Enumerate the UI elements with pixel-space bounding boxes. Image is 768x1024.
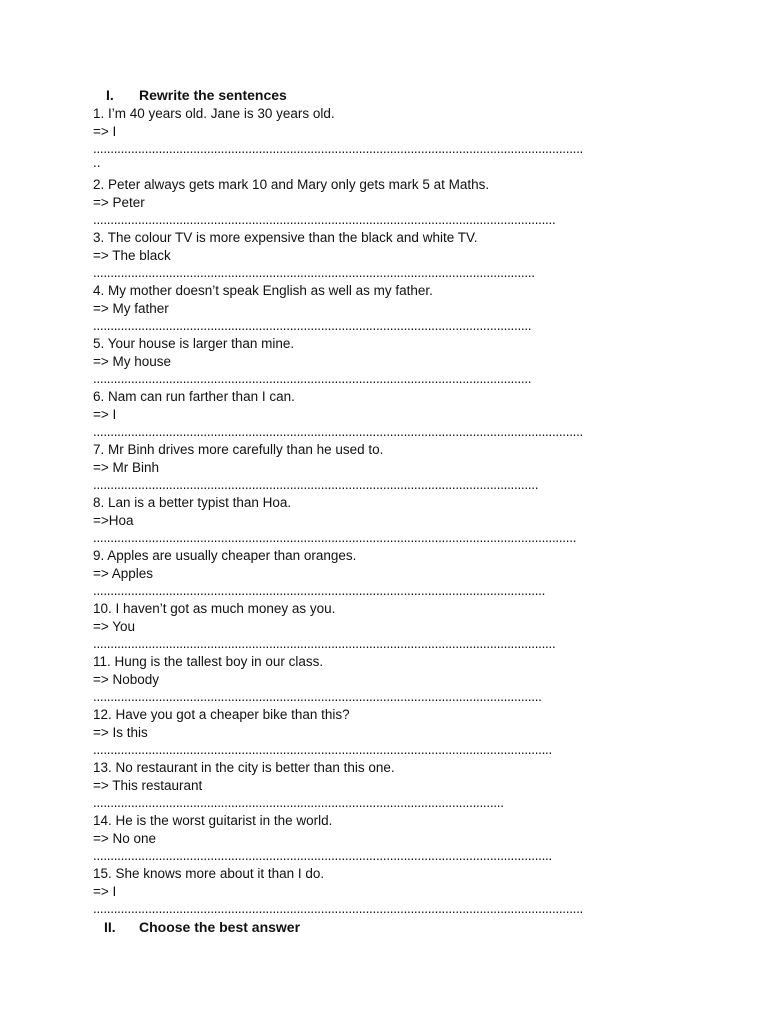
exercise-item-12 <box>93 706 683 759</box>
answer-prompt: => I <box>93 883 117 899</box>
answer-line[interactable]: ................................................................................................................................ <box>93 265 535 281</box>
question-text: 2. Peter always gets mark 10 and Mary only gets mark 5 at Maths. <box>93 177 490 192</box>
answer-prompt: => You <box>93 618 136 634</box>
exercise-item-6 <box>93 388 683 441</box>
question-text: 9. Apples are usually cheaper than oranges. <box>93 548 357 563</box>
answer-line[interactable]: ...................................................................................................................................... <box>93 212 556 228</box>
section-numeral: II. <box>104 919 116 935</box>
answer-prompt: => No one <box>93 830 157 846</box>
answer-prompt: => Is this <box>93 724 148 740</box>
question-text: 5. Your house is larger than mine. <box>93 336 295 351</box>
answer-line[interactable]: .............................................................................................................................................. <box>93 424 584 440</box>
answer-line[interactable]: .................................................................................................................................. <box>93 689 542 705</box>
answer-prompt: =>Hoa <box>93 512 134 528</box>
exercise-item-7 <box>93 441 683 494</box>
question-text: 10. I haven’t got as much money as you. <box>93 601 336 616</box>
exercise-item-5 <box>93 335 683 388</box>
exercise-item-13 <box>93 759 683 812</box>
exercise-item-10 <box>93 600 683 653</box>
question-text: 14. He is the worst guitarist in the world. <box>93 813 333 828</box>
answer-line[interactable]: ............................................................................................................................... <box>93 371 532 387</box>
answer-prompt: => The black <box>93 247 171 263</box>
answer-line[interactable]: .............................................................................................................................................. <box>93 141 584 157</box>
section-heading-rewrite <box>92 87 287 103</box>
question-text: 12. Have you got a cheaper bike than this? <box>93 707 350 722</box>
answer-prompt: => Apples <box>93 565 154 581</box>
answer-prompt: => Nobody <box>93 671 160 687</box>
exercise-item-1 <box>93 105 683 174</box>
answer-line[interactable]: ............................................................................................................................................ <box>93 530 577 546</box>
answer-line[interactable]: ..................................................................................................................................... <box>93 742 552 758</box>
question-text: 15. She knows more about it than I do. <box>93 866 325 881</box>
question-text: 4. My mother doesn’t speak English as well as my father. <box>93 283 433 298</box>
exercise-item-2 <box>93 176 683 229</box>
question-text: 3. The colour TV is more expensive than the black and white TV. <box>93 230 478 245</box>
answer-line[interactable]: ............................................................................................................................... <box>93 318 532 334</box>
exercise-item-4 <box>93 282 683 335</box>
answer-prompt: => Mr Binh <box>93 459 160 475</box>
answer-line[interactable]: ...................................................................................................................................... <box>93 636 556 652</box>
answer-line[interactable]: ................................................................................................................................. <box>93 477 539 493</box>
answer-line-continuation: .. <box>93 158 101 171</box>
section-title: Choose the best answer <box>139 919 301 935</box>
section-title: Rewrite the sentences <box>139 87 287 103</box>
answer-prompt: => Peter <box>93 194 145 210</box>
exercise-item-15 <box>93 865 683 918</box>
answer-prompt: => I <box>93 406 117 422</box>
exercise-item-9 <box>93 547 683 600</box>
exercise-item-8 <box>93 494 683 547</box>
section-heading-choose <box>92 919 300 935</box>
answer-line[interactable]: .............................................................................................................................................. <box>93 901 584 917</box>
question-text: 7. Mr Binh drives more carefully than he used to. <box>93 442 384 457</box>
question-text: 1. I’m 40 years old. Jane is 30 years old. <box>93 106 335 121</box>
question-text: 8. Lan is a better typist than Hoa. <box>93 495 292 510</box>
question-text: 11. Hung is the tallest boy in our class. <box>93 654 324 669</box>
answer-line[interactable]: ....................................................................................................................... <box>93 795 504 811</box>
answer-prompt: => I <box>93 123 117 139</box>
question-text: 6. Nam can run farther than I can. <box>93 389 295 404</box>
question-text: 13. No restaurant in the city is better than this one. <box>93 760 395 775</box>
answer-line[interactable]: ................................................................................................................................... <box>93 583 546 599</box>
answer-prompt: => My house <box>93 353 172 369</box>
exercise-item-3 <box>93 229 683 282</box>
exercise-item-14 <box>93 812 683 865</box>
answer-line[interactable]: ..................................................................................................................................... <box>93 848 552 864</box>
answer-prompt: => This restaurant <box>93 777 203 793</box>
exercise-item-11 <box>93 653 683 706</box>
answer-prompt: => My father <box>93 300 169 316</box>
section-numeral: I. <box>106 87 114 103</box>
